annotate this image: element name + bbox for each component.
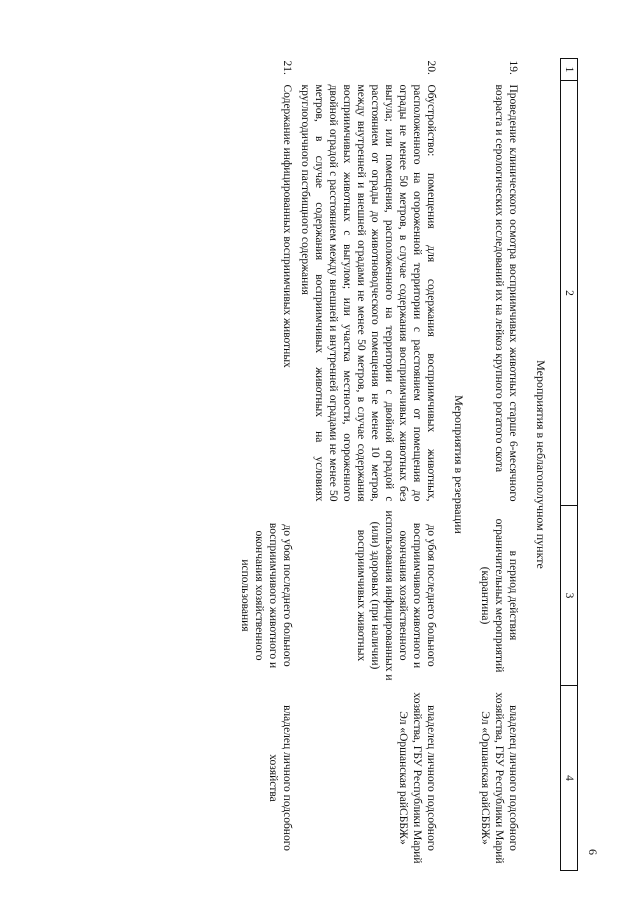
row-term: в период действия ограничительных мероприятий (карантина)	[479, 518, 519, 673]
table-row	[478, 59, 520, 871]
row-executor: владелец личного подсобного хозяйства, ГБУ Республики Марий Эл «Оршанская райСББЖ»	[397, 692, 437, 864]
row-measure: Обустройство: помещения для содержания восприимчивых животных, расположенного на огороженной территории с расстоянием от помещения до ограды не менее 50 метров, в случае содержания восприимчивых животных без выгула; или помещения, расположенного на территории с двойной оградой с расстоянием от ограды до животноводческого помещения не менее 10 метров, между внутренней и внешней оградами не менее 50 метров, в случае содержания восприимчивых животных с выгулом; или участка местности, огороженного двойной оградой с расстоянием между внешней и внутренней оградами не менее 50 метров, в случае содержания восприимчивых животных на условиях круглогодичного пастбищного содержания	[299, 84, 437, 502]
row-measure: Содержание инфицированных восприимчивых животных	[281, 84, 293, 368]
header-col-2: 2	[561, 81, 578, 506]
row-term: до убоя последнего больного восприимчивого животного и окончания хозяйственного использования	[239, 522, 293, 669]
measures-table	[234, 58, 578, 871]
row-number: 21.	[281, 60, 293, 75]
row-measure: Проведение клинического осмотра восприимчивых животных старше 6-месячного возраста и серологических исследований их на лейкоз крупного рогатого скота	[493, 84, 519, 502]
section-row	[438, 59, 478, 871]
row-executor: владелец личного подсобного хозяйства	[267, 705, 293, 851]
header-col-3: 3	[561, 506, 578, 686]
section-row	[520, 59, 561, 871]
table-row	[234, 59, 294, 871]
row-executor: владелец личного подсобного хозяйства, ГБУ Республики Марий Эл «Оршанская райСББЖ»	[479, 692, 519, 864]
header-col-4: 4	[561, 686, 578, 871]
header-col-1: 1	[561, 59, 578, 81]
measures-table-wrapper	[234, 58, 578, 870]
table-header-row	[561, 59, 578, 871]
page-number: 6	[586, 849, 600, 855]
table-row	[294, 59, 438, 871]
row-number: 20.	[425, 60, 437, 75]
row-term: до убоя последнего больного восприимчивого животного и окончания хозяйственного использования инфицированных и (или) здоровых (при наличии) восприимчивых животных	[355, 510, 437, 681]
row-number: 19.	[507, 60, 519, 75]
section-title: Мероприятия в неблагополучном пункте	[534, 360, 548, 569]
section-title: Мероприятия в резервации	[452, 395, 466, 534]
